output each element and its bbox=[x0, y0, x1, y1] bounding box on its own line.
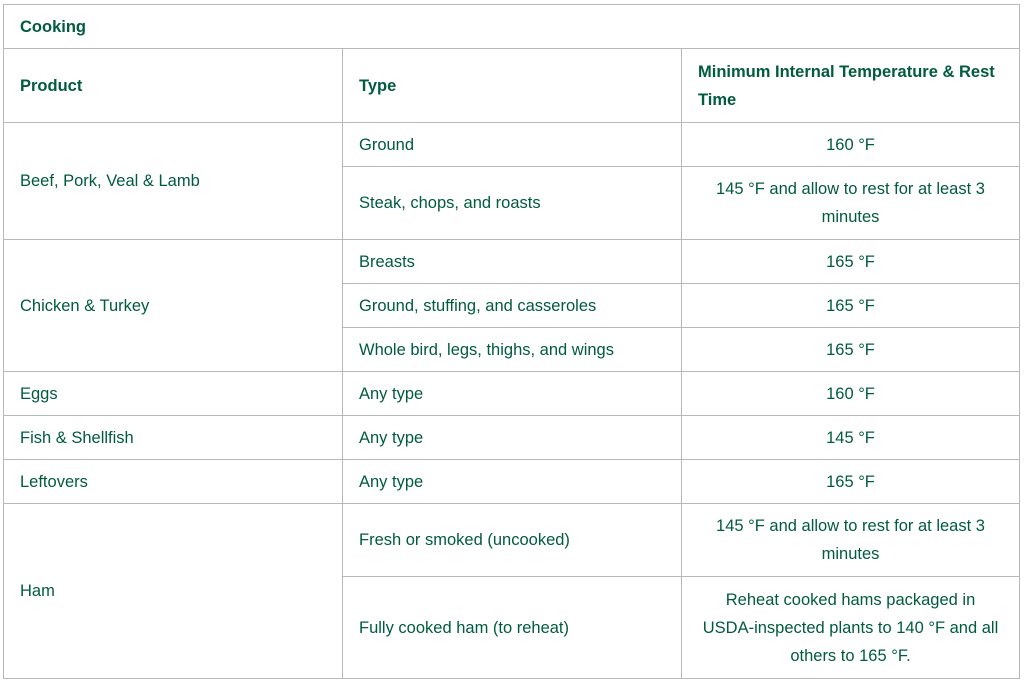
table-caption-row bbox=[4, 5, 1020, 49]
type-cell: Any type bbox=[343, 460, 682, 504]
product-cell: Eggs bbox=[4, 372, 343, 416]
type-cell: Any type bbox=[343, 372, 682, 416]
product-cell: Fish & Shellfish bbox=[4, 416, 343, 460]
temp-cell: 145 °F bbox=[682, 416, 1020, 460]
table-caption: Cooking bbox=[4, 5, 1020, 49]
table-row bbox=[4, 372, 1020, 416]
temp-cell: 145 °F and allow to rest for at least 3 minutes bbox=[682, 167, 1020, 240]
product-cell: Beef, Pork, Veal & Lamb bbox=[4, 123, 343, 240]
type-cell: Ground, stuffing, and casseroles bbox=[343, 284, 682, 328]
product-cell: Ham bbox=[4, 504, 343, 679]
type-cell: Fully cooked ham (to reheat) bbox=[343, 577, 682, 679]
temp-cell: 165 °F bbox=[682, 328, 1020, 372]
temp-cell: Reheat cooked hams packaged in USDA-inspected plants to 140 °F and all others to 165 °F. bbox=[682, 577, 1020, 679]
type-cell: Steak, chops, and roasts bbox=[343, 167, 682, 240]
product-cell: Leftovers bbox=[4, 460, 343, 504]
product-cell: Chicken & Turkey bbox=[4, 240, 343, 372]
header-temperature: Minimum Internal Temperature & Rest Time bbox=[682, 49, 1020, 123]
type-cell: Fresh or smoked (uncooked) bbox=[343, 504, 682, 577]
table-row bbox=[4, 416, 1020, 460]
type-cell: Whole bird, legs, thighs, and wings bbox=[343, 328, 682, 372]
temp-cell: 165 °F bbox=[682, 284, 1020, 328]
type-cell: Ground bbox=[343, 123, 682, 167]
temp-cell: 160 °F bbox=[682, 123, 1020, 167]
table-row bbox=[4, 240, 1020, 284]
table-header-row bbox=[4, 49, 1020, 123]
cooking-temperature-table bbox=[3, 4, 1020, 679]
cooking-table-container bbox=[3, 4, 1019, 679]
table-row bbox=[4, 460, 1020, 504]
header-type: Type bbox=[343, 49, 682, 123]
temp-cell: 165 °F bbox=[682, 460, 1020, 504]
type-cell: Breasts bbox=[343, 240, 682, 284]
temp-cell: 160 °F bbox=[682, 372, 1020, 416]
table-row bbox=[4, 123, 1020, 167]
type-cell: Any type bbox=[343, 416, 682, 460]
header-product: Product bbox=[4, 49, 343, 123]
table-row bbox=[4, 504, 1020, 577]
temp-cell: 165 °F bbox=[682, 240, 1020, 284]
temp-cell: 145 °F and allow to rest for at least 3 minutes bbox=[682, 504, 1020, 577]
